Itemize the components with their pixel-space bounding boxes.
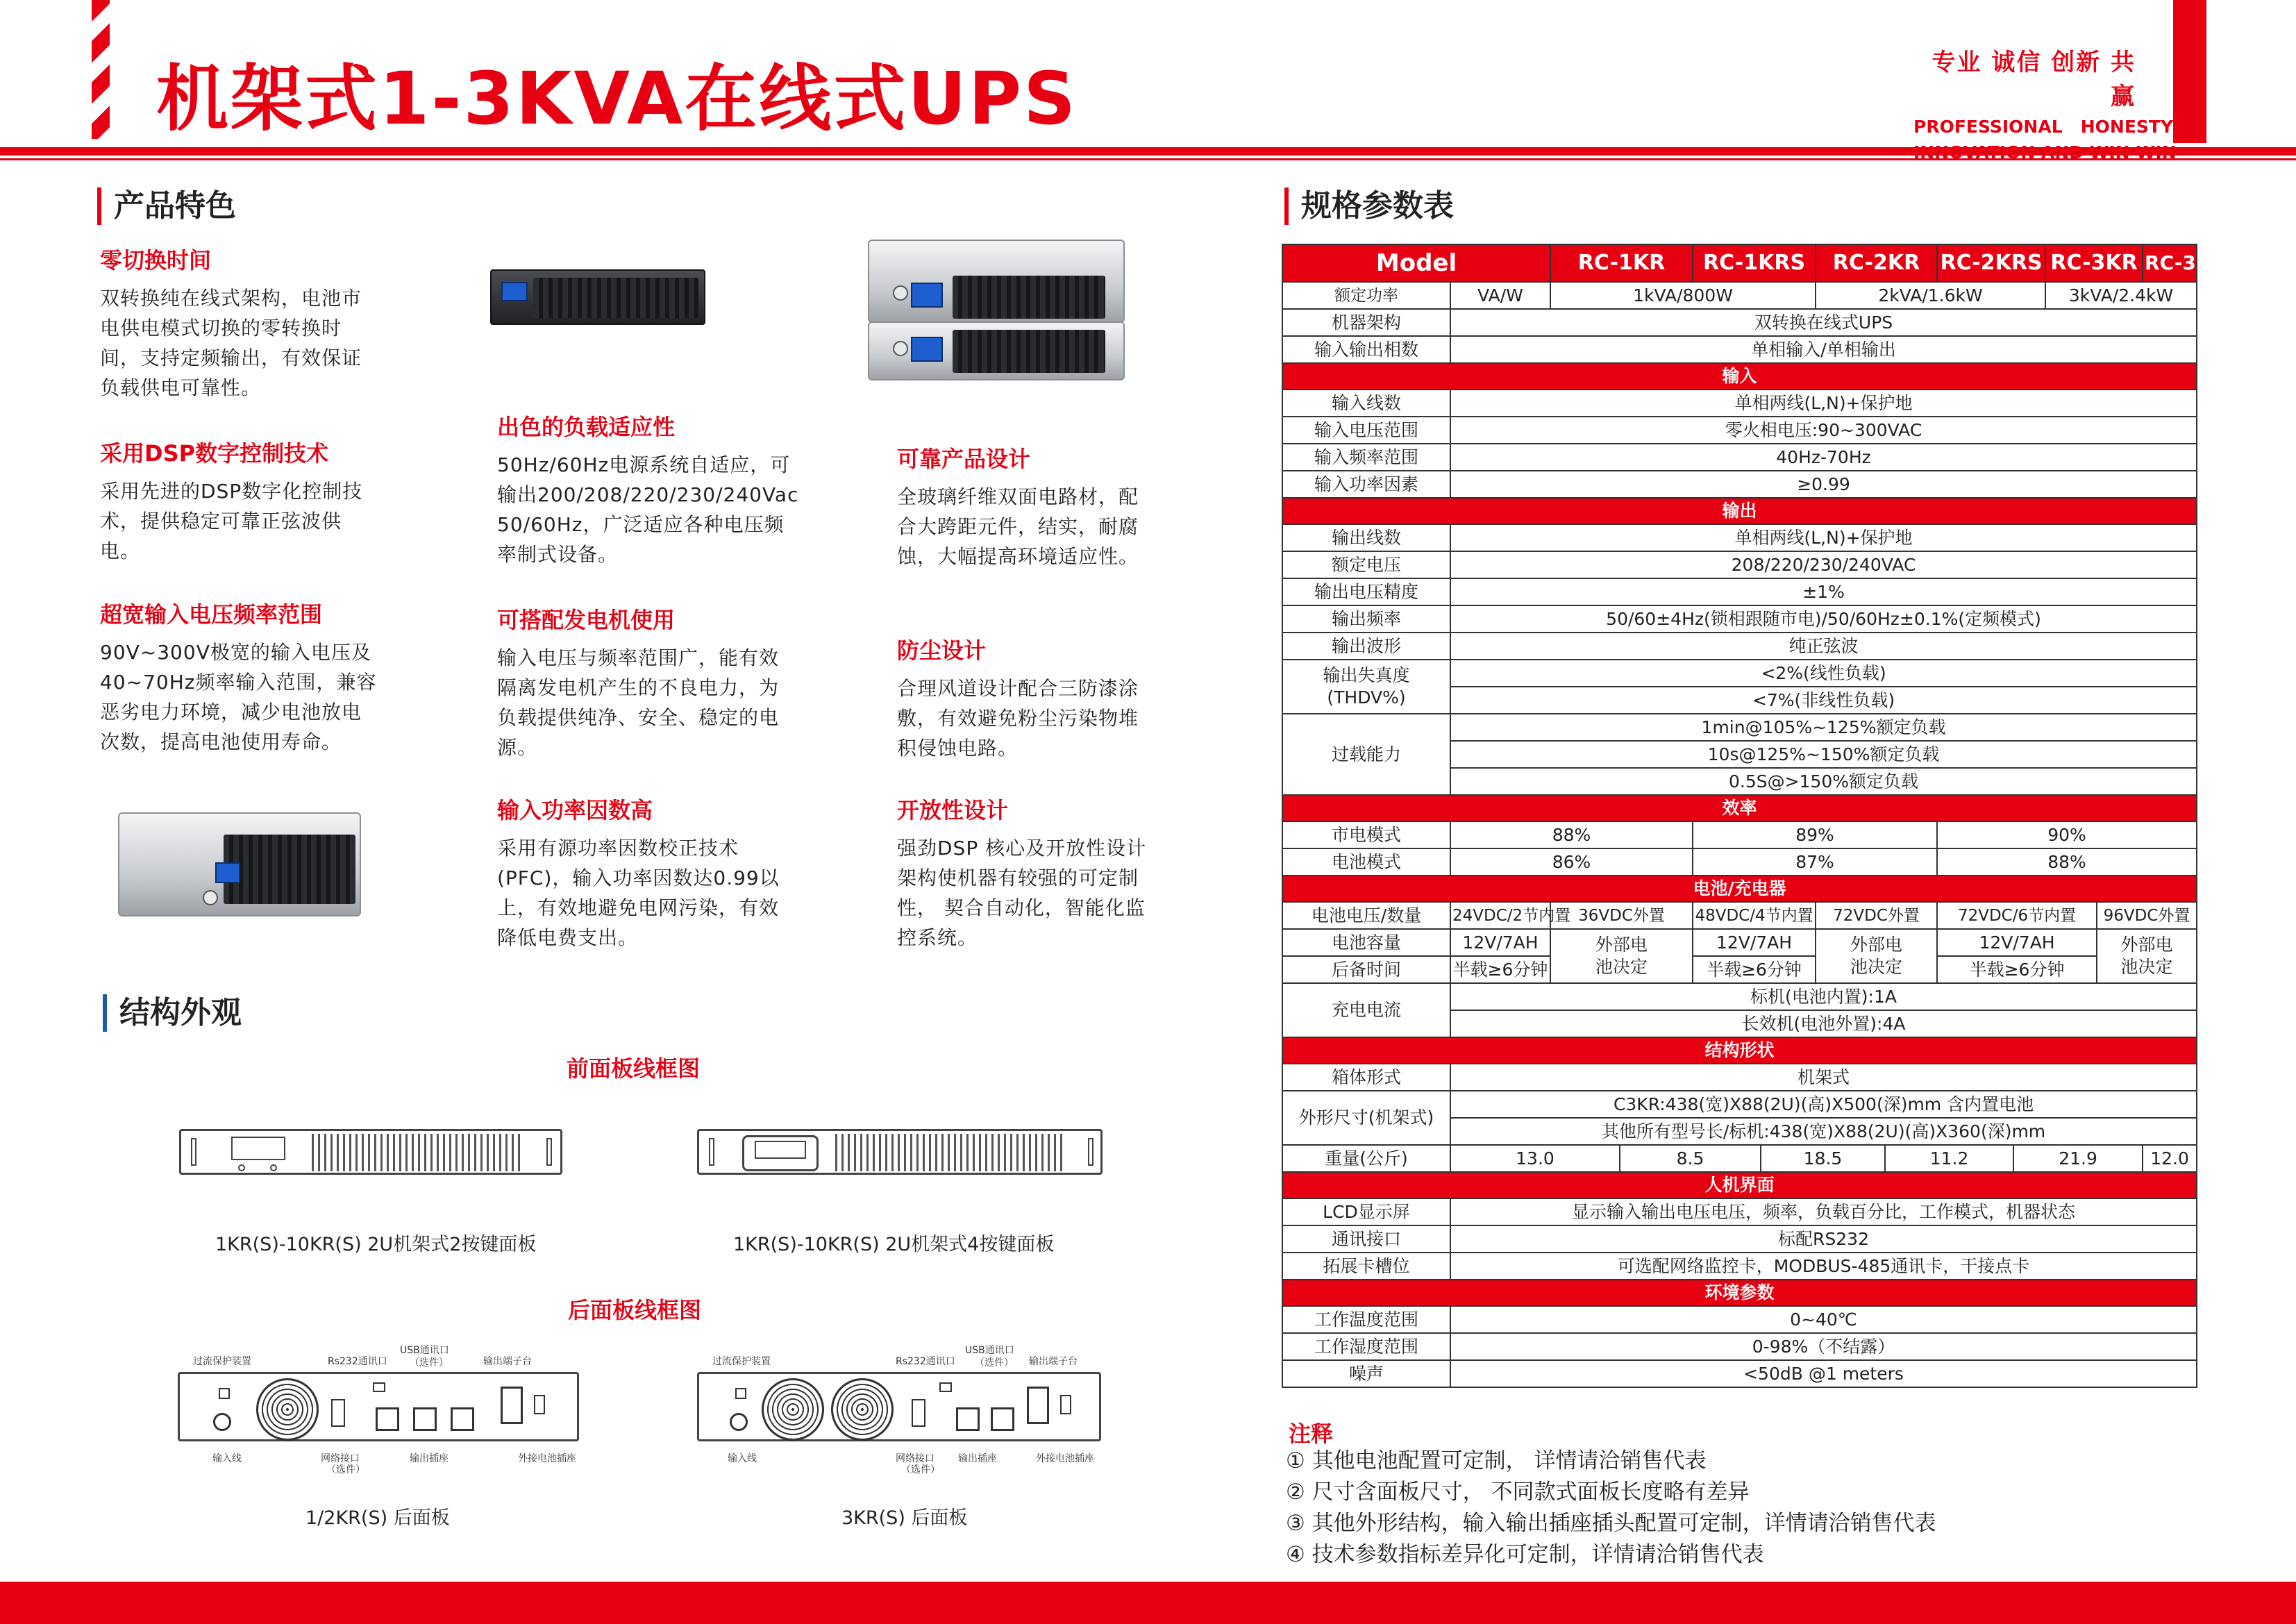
feature-title: 零切换时间 xyxy=(100,247,212,274)
label-outlet: 输出插座 xyxy=(410,1453,449,1464)
front-caption-1: 1KR(S)-10KR(S) 2U机架式2按键面板 xyxy=(215,1234,537,1255)
notes-title: 注释 xyxy=(1289,1421,1334,1447)
feature-9 xyxy=(897,793,1154,953)
in-freq-label: 输入频率范围 xyxy=(1282,444,1450,471)
backup-1k: 半载≥6分钟 xyxy=(1450,956,1550,983)
in-volt-value: 零火相电压:90~300VAC xyxy=(1450,417,2197,444)
label-usb: USB通讯口 xyxy=(400,1345,449,1356)
weight-cell: 8.5 xyxy=(1620,1145,1761,1172)
out-lines-label: 输出线数 xyxy=(1282,524,1450,551)
slogan xyxy=(1913,43,2174,162)
label-usb: USB通讯口 xyxy=(965,1345,1014,1356)
temp-value: 0~40℃ xyxy=(1450,1306,2197,1333)
features-heading: 产品特色 xyxy=(97,187,236,225)
rated-power-3k: 3kVA/2.4kW xyxy=(2045,282,2197,309)
eff-batt-1k: 86% xyxy=(1450,848,1693,876)
batt-cap-1k: 12V/7AH xyxy=(1450,929,1550,956)
feature-title: 可靠产品设计 xyxy=(897,446,1031,472)
feature-body: 90V~300V极宽的输入电压及40~70Hz频率输入范围，兼容恶劣电力环境，减少电池放电次数，提高电池使用寿命。 xyxy=(100,641,377,753)
front-panel-diagram-2 xyxy=(697,1129,1103,1175)
out-lines-value: 单相两线(L,N)+保护地 xyxy=(1450,524,2197,551)
eff-mains-2k: 89% xyxy=(1693,821,1937,848)
lcd-value: 显示输入输出电压电压，频率，负载百分比，工作模式，机器状态 xyxy=(1450,1198,2197,1225)
footer-bar xyxy=(0,1582,2296,1624)
feature-title: 超宽输入电压频率范围 xyxy=(100,601,323,628)
rear-panel-diagram-1 xyxy=(178,1340,594,1479)
feature-title: 出色的负载适应性 xyxy=(497,414,676,440)
batt-ext-1k: 外部电 池决定 xyxy=(1550,929,1693,983)
case-label: 箱体形式 xyxy=(1282,1064,1450,1091)
backup-label: 后备时间 xyxy=(1282,956,1450,983)
feature-6 xyxy=(497,793,796,953)
batt-cap-label: 电池容量 xyxy=(1282,929,1450,956)
feature-title: 防尘设计 xyxy=(897,637,987,664)
out-freq-label: 输出频率 xyxy=(1282,605,1450,633)
label-network: 网络接口 xyxy=(896,1453,935,1464)
out-wave-value: 纯正弦波 xyxy=(1450,633,2197,660)
rated-power-row xyxy=(1282,282,2197,309)
slot-value: 可选配网络监控卡，MODBUS-485通讯卡，干接点卡 xyxy=(1450,1253,2197,1280)
label-outlet: 输出插座 xyxy=(958,1453,997,1464)
rear-panel-title: 后面板线框图 xyxy=(568,1297,702,1323)
slogan-cn: 专业 诚信 创新 共赢 xyxy=(1932,49,2136,110)
hum-value: 0-98%（不结露） xyxy=(1450,1333,2197,1360)
dim-label: 外形尺寸(机架式) xyxy=(1282,1091,1450,1145)
comm-value: 标配RS232 xyxy=(1450,1225,2197,1253)
header-stripe-decoration xyxy=(92,0,110,139)
rear-caption-1: 1/2KR(S) 后面板 xyxy=(305,1507,450,1529)
thd-linear: <2%(线性负载) xyxy=(1450,660,2197,687)
rated-power-2k: 2kVA/1.6kW xyxy=(1816,282,2045,309)
out-freq-value: 50/60±4Hz(锁相跟随市电)/50/60Hz±0.1%(定频模式) xyxy=(1450,605,2197,633)
weight-label: 重量(公斤) xyxy=(1282,1145,1450,1172)
label-network-opt: （选件） xyxy=(326,1464,365,1475)
out-volt-label: 额定电压 xyxy=(1282,551,1450,578)
feature-title: 开放性设计 xyxy=(897,797,1009,823)
model-row xyxy=(1282,244,2197,282)
label-breaker: 过流保护装置 xyxy=(712,1356,771,1367)
weight-cell: 11.2 xyxy=(1885,1145,2013,1172)
phase-value: 单相输入/单相输出 xyxy=(1450,336,2197,363)
label-battery: 外接电池插座 xyxy=(518,1453,576,1464)
feature-1 xyxy=(100,243,378,403)
note-item: ③ 其他外形结构，输入输出插座插头配置可定制，详情请洽销售代表 xyxy=(1286,1511,1936,1536)
dim-others: 其他所有型号长/标机:438(宽)X88(2U)(高)X360(深)mm xyxy=(1450,1118,2197,1145)
batt-volt-label: 电池电压/数量 xyxy=(1282,902,1450,929)
note-item: ④ 技术参数指标差异化可定制，详情请洽销售代表 xyxy=(1286,1542,1764,1567)
eff-batt-label: 电池模式 xyxy=(1282,848,1450,876)
batt-volt-cell: 36VDC外置 xyxy=(1550,902,1693,929)
overload-3: 0.5S@>150%额定负载 xyxy=(1450,768,2197,795)
out-volt-value: 208/220/230/240VAC xyxy=(1450,551,2197,578)
phase-label: 输入输出相数 xyxy=(1282,336,1450,363)
note-item: ② 尺寸含面板尺寸， 不同款式面板长度略有差异 xyxy=(1286,1480,1750,1505)
rear-caption-2: 3KR(S) 后面板 xyxy=(841,1507,968,1529)
label-breaker: 过流保护装置 xyxy=(193,1356,251,1367)
backup-2k: 半载≥6分钟 xyxy=(1693,956,1816,983)
model-cell: RC-1KR xyxy=(1550,244,1693,282)
noise-label: 噪声 xyxy=(1282,1360,1450,1387)
feature-7 xyxy=(897,442,1154,571)
weight-cell: 18.5 xyxy=(1761,1145,1885,1172)
structure-heading: 结构外观 xyxy=(103,994,242,1032)
out-wave-label: 输出波形 xyxy=(1282,633,1450,660)
front-caption-2: 1KR(S)-10KR(S) 2U机架式4按键面板 xyxy=(733,1234,1055,1255)
eff-mains-label: 市电模式 xyxy=(1282,821,1450,848)
case-value: 机架式 xyxy=(1450,1064,2197,1091)
dim-c3kr: C3KR:438(宽)X88(2U)(高)X500(深)mm 含内置电池 xyxy=(1450,1091,2197,1118)
label-terminal: 输出端子台 xyxy=(1029,1356,1078,1367)
feature-3 xyxy=(100,597,378,757)
out-acc-value: ±1% xyxy=(1450,578,2197,605)
lcd-label: LCD显示屏 xyxy=(1282,1198,1450,1225)
model-cell: RC-3KRS xyxy=(2143,244,2197,282)
feature-body: 强劲DSP 核心及开放性设计架构使机器有较强的可定制性， 契合自动化，智能化监控系统。 xyxy=(897,837,1147,949)
overload-label: 过载能力 xyxy=(1282,714,1450,795)
model-cell: RC-1KRS xyxy=(1693,244,1816,282)
thd-nonlinear: <7%(非线性负载) xyxy=(1450,687,2197,714)
page-title: 机架式1-3KVA在线式UPS xyxy=(156,56,1078,141)
temp-label: 工作温度范围 xyxy=(1282,1306,1450,1333)
eff-batt-3k: 88% xyxy=(1937,848,2197,876)
product-image-ups-bottom xyxy=(868,321,1125,380)
front-panel-title: 前面板线框图 xyxy=(567,1055,701,1082)
weight-cell: 12.0 xyxy=(2143,1145,2197,1172)
feature-5 xyxy=(497,603,796,762)
feature-body: 采用先进的DSP数字化控制技术，提供稳定可靠正弦波供电。 xyxy=(100,480,363,562)
rated-power-1k: 1kVA/800W xyxy=(1550,282,1816,309)
charge-label: 充电电流 xyxy=(1282,983,1450,1037)
rated-power-label: 额定功率 xyxy=(1282,282,1450,309)
batt-cap-3k: 12V/7AH xyxy=(1937,929,2097,956)
eff-mains-3k: 90% xyxy=(1937,821,2197,848)
batt-ext-2k: 外部电 池决定 xyxy=(1816,929,1937,983)
eff-batt-2k: 87% xyxy=(1693,848,1937,876)
in-freq-value: 40Hz-70Hz xyxy=(1450,444,2197,471)
comm-label: 通讯接口 xyxy=(1282,1225,1450,1253)
label-input: 输入线 xyxy=(212,1453,242,1464)
spec-table xyxy=(1282,244,2240,1388)
label-input: 输入线 xyxy=(728,1453,757,1464)
thd-label: 输出失真度 (THDV%) xyxy=(1282,660,1450,714)
in-lines-label: 输入线数 xyxy=(1282,390,1450,417)
label-rs232: Rs232通讯口 xyxy=(328,1356,387,1367)
model-cell: RC-3KR xyxy=(2045,244,2143,282)
charge-std: 标机(电池内置):1A xyxy=(1450,983,2197,1010)
batt-ext-3k: 外部电 池决定 xyxy=(2097,929,2197,983)
rear-panel-diagram-2 xyxy=(697,1340,1114,1479)
section-input: 输入 xyxy=(1282,363,2197,390)
feature-title: 可搭配发电机使用 xyxy=(497,607,676,633)
feature-body: 全玻璃纤维双面电路材，配合大跨距元件，结实，耐腐蚀，大幅提高环境适应性。 xyxy=(897,485,1139,568)
in-pf-value: ≥0.99 xyxy=(1450,471,2197,498)
rated-power-unit: VA/W xyxy=(1450,282,1550,309)
label-usb-opt: （选件） xyxy=(410,1357,449,1368)
in-pf-label: 输入功率因素 xyxy=(1282,471,1450,498)
overload-1: 1min@105%~125%额定负载 xyxy=(1450,714,2197,741)
batt-volt-cell: 24VDC/2节内置 xyxy=(1450,902,1550,929)
feature-8 xyxy=(897,633,1154,763)
product-image-ups-left xyxy=(118,812,361,916)
product-image-black-ups xyxy=(490,269,705,325)
batt-volt-cell: 72VDC外置 xyxy=(1816,902,1937,929)
model-cell: RC-2KRS xyxy=(1937,244,2045,282)
slot-label: 拓展卡槽位 xyxy=(1282,1253,1450,1280)
feature-4 xyxy=(497,410,803,569)
section-structure: 结构形状 xyxy=(1282,1037,2197,1064)
hum-label: 工作湿度范围 xyxy=(1282,1333,1450,1360)
model-label: Model xyxy=(1282,244,1550,282)
in-volt-label: 输入电压范围 xyxy=(1282,417,1450,444)
feature-body: 50Hz/60Hz电源系统自适应，可输出200/208/220/230/240Vac 50/60Hz，广泛适应各种电压频率制式设备。 xyxy=(497,453,799,566)
model-cell: RC-2KR xyxy=(1816,244,1937,282)
batt-volt-cell: 72VDC/6节内置 xyxy=(1937,902,2097,929)
feature-body: 合理风道设计配合三防漆涂敷，有效避免粉尘污染物堆积侵蚀电路。 xyxy=(897,677,1139,760)
weight-cell: 13.0 xyxy=(1450,1145,1620,1172)
note-item: ① 其他电池配置可定制， 详情请洽销售代表 xyxy=(1286,1448,1707,1473)
front-panel-diagram-1 xyxy=(179,1129,562,1175)
section-efficiency: 效率 xyxy=(1282,795,2197,821)
spec-heading: 规格参数表 xyxy=(1284,187,1454,225)
section-hmi: 人机界面 xyxy=(1282,1172,2197,1198)
feature-title: 采用DSP数字控制技术 xyxy=(100,440,329,467)
arch-label: 机器架构 xyxy=(1282,309,1450,336)
header-divider xyxy=(0,147,2296,156)
batt-volt-cell: 96VDC外置 xyxy=(2097,902,2197,929)
charge-long: 长效机(电池外置):4A xyxy=(1450,1010,2197,1037)
section-output: 输出 xyxy=(1282,498,2197,524)
feature-title: 输入功率因数高 xyxy=(497,797,653,823)
batt-volt-cell: 48VDC/4节内置 xyxy=(1693,902,1816,929)
header-divider-thin xyxy=(0,158,2296,160)
product-image-ups-top xyxy=(868,240,1125,323)
label-rs232: Rs232通讯口 xyxy=(896,1356,955,1367)
noise-value: <50dB @1 meters xyxy=(1450,1360,2197,1387)
weight-cell: 21.9 xyxy=(2013,1145,2143,1172)
notes-list xyxy=(1286,1446,1936,1571)
slogan-en-1: PROFESSIONAL HONESTY xyxy=(1913,117,2174,137)
arch-value: 双转换在线式UPS xyxy=(1450,309,2197,336)
label-network-opt: （选件） xyxy=(901,1464,940,1475)
feature-body: 采用有源功率因数校正技术(PFC)，输入功率因数达0.99以上，有效地避免电网污染，有效降低电费支出。 xyxy=(497,837,780,949)
overload-2: 10s@125%~150%额定负载 xyxy=(1450,741,2197,768)
eff-mains-1k: 88% xyxy=(1450,821,1693,848)
feature-2 xyxy=(100,436,378,566)
backup-3k: 半载≥6分钟 xyxy=(1937,956,2097,983)
out-acc-label: 输出电压精度 xyxy=(1282,578,1450,605)
batt-cap-2k: 12V/7AH xyxy=(1693,929,1816,956)
label-network: 网络接口 xyxy=(321,1453,360,1464)
header-right-bar xyxy=(2173,0,2206,143)
feature-body: 双转换纯在线式架构，电池市电供电模式切换的零转换时间，支持定频输出，有效保证负载供电可靠性。 xyxy=(100,287,362,399)
label-battery: 外接电池插座 xyxy=(1036,1453,1094,1464)
feature-body: 输入电压与频率范围广，能有效隔离发电机产生的不良电力，为负载提供纯净、安全、稳定的电源。 xyxy=(497,646,780,759)
label-usb-opt: （选件） xyxy=(975,1357,1014,1368)
section-battery: 电池/充电器 xyxy=(1282,876,2197,902)
in-lines-value: 单相两线(L,N)+保护地 xyxy=(1450,390,2197,417)
section-environment: 环境参数 xyxy=(1282,1280,2197,1306)
label-terminal: 输出端子台 xyxy=(483,1356,532,1367)
